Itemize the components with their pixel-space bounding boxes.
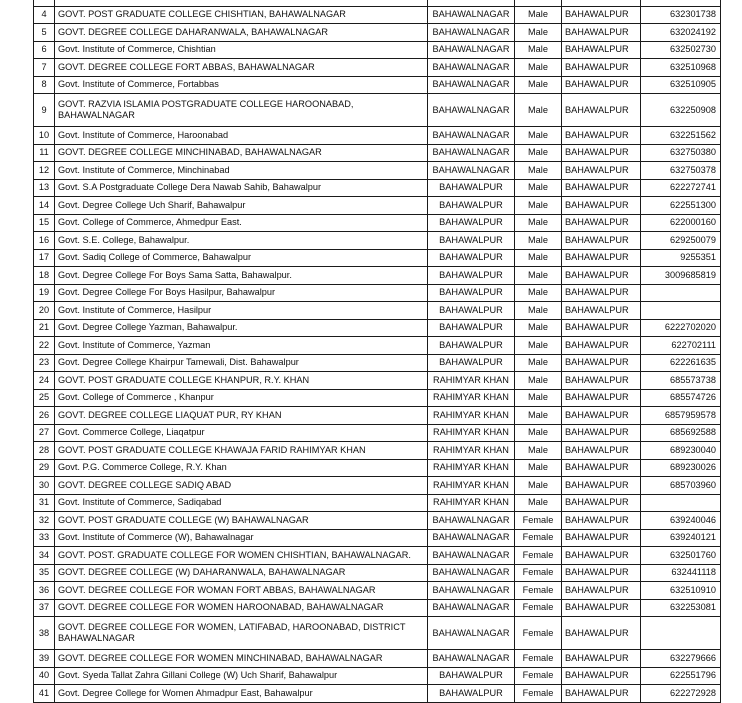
gender-cell: Female xyxy=(515,564,562,582)
gender-cell: Male xyxy=(515,232,562,250)
row-number-cell: 14 xyxy=(34,197,55,215)
row-number-cell: 15 xyxy=(34,214,55,232)
table-row xyxy=(34,667,721,685)
district-cell: BAHAWALPUR xyxy=(428,232,515,250)
district-cell: RAHIMYAR KHAN xyxy=(428,494,515,512)
gender-cell: Female xyxy=(515,529,562,547)
division-cell: BAHAWALPUR xyxy=(562,59,641,77)
row-number-cell: 22 xyxy=(34,337,55,355)
gender-cell: Male xyxy=(515,354,562,372)
phone-number-cell: 639240121 xyxy=(641,529,721,547)
college-name-cell: GOVT. POST. GRADUATE COLLEGE FOR WOMEN CHISHTIAN, BAHAWALNAGAR. xyxy=(55,547,428,565)
district-cell: BAHAWALPUR xyxy=(428,267,515,285)
district-cell: RAHIMYAR KHAN xyxy=(428,477,515,495)
row-number-cell: 19 xyxy=(34,284,55,302)
table-row xyxy=(34,494,721,512)
district-cell: RAHIMYAR KHAN xyxy=(428,407,515,425)
row-number-cell: 35 xyxy=(34,564,55,582)
district-cell: BAHAWALPUR xyxy=(428,249,515,267)
district-cell: BAHAWALPUR xyxy=(428,179,515,197)
phone-number-cell: 632501760 xyxy=(641,547,721,565)
table-row xyxy=(34,179,721,197)
row-number-cell: 31 xyxy=(34,494,55,512)
district-cell: BAHAWALNAGAR xyxy=(428,564,515,582)
phone-number-cell: 632441118 xyxy=(641,564,721,582)
division-cell: BAHAWALPUR xyxy=(562,564,641,582)
division-cell: BAHAWALPUR xyxy=(562,442,641,460)
district-cell: BAHAWALPUR xyxy=(428,685,515,703)
district-cell: BAHAWALPUR xyxy=(428,667,515,685)
phone-number-cell: 632750378 xyxy=(641,162,721,180)
district-cell: RAHIMYAR KHAN xyxy=(428,372,515,390)
division-cell: BAHAWALPUR xyxy=(562,162,641,180)
gender-cell: Female xyxy=(515,685,562,703)
gender-cell: Male xyxy=(515,249,562,267)
row-number-cell: 33 xyxy=(34,529,55,547)
gender-cell: Male xyxy=(515,127,562,145)
table-row xyxy=(34,442,721,460)
table-row xyxy=(34,582,721,600)
row-number-cell: 7 xyxy=(34,59,55,77)
division-cell: BAHAWALPUR xyxy=(562,650,641,668)
gender-cell: Female xyxy=(515,617,562,650)
table-row xyxy=(34,512,721,530)
row-number-cell: 40 xyxy=(34,667,55,685)
division-cell: BAHAWALPUR xyxy=(562,547,641,565)
district-cell: BAHAWALNAGAR xyxy=(428,59,515,77)
phone-number-cell: 3009685819 xyxy=(641,267,721,285)
phone-number-cell: 622000160 xyxy=(641,214,721,232)
row-number-cell: 30 xyxy=(34,477,55,495)
gender-cell: Male xyxy=(515,41,562,59)
district-cell: BAHAWALNAGAR xyxy=(428,76,515,94)
division-cell: BAHAWALPUR xyxy=(562,284,641,302)
college-name-cell: GOVT. POST GRADUATE COLLEGE CHISHTIAN, BAHAWALNAGAR xyxy=(55,6,428,24)
row-number-cell: 11 xyxy=(34,144,55,162)
division-cell: BAHAWALPUR xyxy=(562,354,641,372)
row-number-cell: 26 xyxy=(34,407,55,425)
college-name-cell: Govt. Institute of Commerce, Haroonabad xyxy=(55,127,428,145)
gender-cell: Male xyxy=(515,319,562,337)
division-cell: BAHAWALPUR xyxy=(562,494,641,512)
division-cell: BAHAWALPUR xyxy=(562,459,641,477)
phone-number-cell: 622272741 xyxy=(641,179,721,197)
college-name-cell: GOVT. RAZVIA ISLAMIA POSTGRADUATE COLLEGE HAROONABAD, BAHAWALNAGAR xyxy=(55,94,428,127)
district-cell: BAHAWALNAGAR xyxy=(428,547,515,565)
table-row xyxy=(34,564,721,582)
phone-number-cell: 632301738 xyxy=(641,6,721,24)
college-name-cell: Govt. S.A Postgraduate College Dera Nawab Sahib, Bahawalpur xyxy=(55,179,428,197)
table-row xyxy=(34,267,721,285)
gender-cell: Male xyxy=(515,284,562,302)
row-number-cell: 25 xyxy=(34,389,55,407)
gender-cell: Male xyxy=(515,144,562,162)
gender-cell: Male xyxy=(515,214,562,232)
phone-number-cell: 689230026 xyxy=(641,459,721,477)
college-name-cell: Govt. College of Commerce, Ahmedpur East. xyxy=(55,214,428,232)
division-cell: BAHAWALPUR xyxy=(562,319,641,337)
college-name-cell: Govt. Degree College Khairpur Tamewali, Dist. Bahawalpur xyxy=(55,354,428,372)
college-name-cell: Govt. Institute of Commerce, Sadiqabad xyxy=(55,494,428,512)
table-row xyxy=(34,599,721,617)
phone-number-cell xyxy=(641,302,721,320)
gender-cell: Male xyxy=(515,197,562,215)
table-row xyxy=(34,94,721,127)
row-number-cell: 39 xyxy=(34,650,55,668)
division-cell: BAHAWALPUR xyxy=(562,267,641,285)
row-number-cell: 13 xyxy=(34,179,55,197)
phone-number-cell: 689230040 xyxy=(641,442,721,460)
row-number-cell: 17 xyxy=(34,249,55,267)
district-cell: RAHIMYAR KHAN xyxy=(428,442,515,460)
gender-cell: Male xyxy=(515,407,562,425)
division-cell: BAHAWALPUR xyxy=(562,529,641,547)
district-cell: BAHAWALNAGAR xyxy=(428,162,515,180)
college-name-cell: Govt. Degree College Uch Sharif, Bahawalpur xyxy=(55,197,428,215)
phone-number-cell: 632251562 xyxy=(641,127,721,145)
college-name-cell: GOVT. POST GRADUATE COLLEGE KHAWAJA FARID RAHIMYAR KHAN xyxy=(55,442,428,460)
gender-cell: Male xyxy=(515,179,562,197)
table-row xyxy=(34,144,721,162)
college-name-cell: Govt. Institute of Commerce, Minchinabad xyxy=(55,162,428,180)
row-number-cell: 12 xyxy=(34,162,55,180)
college-name-cell: Govt. College of Commerce , Khanpur xyxy=(55,389,428,407)
college-name-cell: GOVT. DEGREE COLLEGE FOR WOMEN MINCHINABAD, BAHAWALNAGAR xyxy=(55,650,428,668)
college-name-cell: Govt. Institute of Commerce, Chishtian xyxy=(55,41,428,59)
row-number-cell: 28 xyxy=(34,442,55,460)
table-row xyxy=(34,249,721,267)
row-number-cell: 23 xyxy=(34,354,55,372)
phone-number-cell xyxy=(641,617,721,650)
phone-number-cell: 685573738 xyxy=(641,372,721,390)
division-cell: BAHAWALPUR xyxy=(562,667,641,685)
division-cell: BAHAWALPUR xyxy=(562,144,641,162)
phone-number-cell: 632510910 xyxy=(641,582,721,600)
row-number-cell: 34 xyxy=(34,547,55,565)
row-number-cell: 27 xyxy=(34,424,55,442)
gender-cell: Male xyxy=(515,477,562,495)
district-cell: BAHAWALPUR xyxy=(428,214,515,232)
row-number-cell: 20 xyxy=(34,302,55,320)
table-body xyxy=(34,0,721,702)
district-cell: BAHAWALNAGAR xyxy=(428,144,515,162)
table-row xyxy=(34,459,721,477)
district-cell: BAHAWALPUR xyxy=(428,319,515,337)
district-cell: BAHAWALPUR xyxy=(428,284,515,302)
table-row xyxy=(34,76,721,94)
phone-number-cell: 9255351 xyxy=(641,249,721,267)
division-cell: BAHAWALPUR xyxy=(562,337,641,355)
table-row xyxy=(34,529,721,547)
district-cell: BAHAWALNAGAR xyxy=(428,94,515,127)
phone-number-cell: 632279666 xyxy=(641,650,721,668)
division-cell: BAHAWALPUR xyxy=(562,617,641,650)
division-cell: BAHAWALPUR xyxy=(562,6,641,24)
table-row xyxy=(34,232,721,250)
table-row xyxy=(34,127,721,145)
college-name-cell: Govt. P.G. Commerce College, R.Y. Khan xyxy=(55,459,428,477)
division-cell: BAHAWALPUR xyxy=(562,76,641,94)
district-cell: BAHAWALNAGAR xyxy=(428,650,515,668)
division-cell: BAHAWALPUR xyxy=(562,249,641,267)
district-cell: BAHAWALPUR xyxy=(428,354,515,372)
table-row xyxy=(34,617,721,650)
row-number-cell: 5 xyxy=(34,24,55,42)
phone-number-cell: 685703960 xyxy=(641,477,721,495)
row-number-cell: 38 xyxy=(34,617,55,650)
table-row xyxy=(34,162,721,180)
college-name-cell: Govt. Institute of Commerce, Yazman xyxy=(55,337,428,355)
gender-cell: Male xyxy=(515,267,562,285)
district-cell: BAHAWALPUR xyxy=(428,302,515,320)
phone-number-cell: 632510905 xyxy=(641,76,721,94)
table-row xyxy=(34,284,721,302)
gender-cell: Female xyxy=(515,512,562,530)
gender-cell: Female xyxy=(515,547,562,565)
gender-cell: Male xyxy=(515,59,562,77)
college-name-cell: GOVT. DEGREE COLLEGE SADIQ ABAD xyxy=(55,477,428,495)
district-cell: BAHAWALNAGAR xyxy=(428,127,515,145)
college-name-cell: Govt. Degree College Yazman, Bahawalpur. xyxy=(55,319,428,337)
division-cell: BAHAWALPUR xyxy=(562,24,641,42)
table-row xyxy=(34,389,721,407)
phone-number-cell: 632750380 xyxy=(641,144,721,162)
gender-cell: Female xyxy=(515,599,562,617)
table-row xyxy=(34,337,721,355)
table-row xyxy=(34,477,721,495)
division-cell: BAHAWALPUR xyxy=(562,197,641,215)
gender-cell: Male xyxy=(515,494,562,512)
division-cell: BAHAWALPUR xyxy=(562,389,641,407)
division-cell: BAHAWALPUR xyxy=(562,477,641,495)
table-row xyxy=(34,41,721,59)
phone-number-cell xyxy=(641,494,721,512)
phone-number-cell: 622551796 xyxy=(641,667,721,685)
college-name-cell: GOVT. DEGREE COLLEGE FORT ABBAS, BAHAWALNAGAR xyxy=(55,59,428,77)
row-number-cell: 6 xyxy=(34,41,55,59)
district-cell: BAHAWALNAGAR xyxy=(428,41,515,59)
phone-number-cell: 632510968 xyxy=(641,59,721,77)
college-name-cell: GOVT. DEGREE COLLEGE MINCHINABAD, BAHAWALNAGAR xyxy=(55,144,428,162)
gender-cell: Male xyxy=(515,337,562,355)
college-name-cell: GOVT. DEGREE COLLEGE LIAQUAT PUR, RY KHAN xyxy=(55,407,428,425)
phone-number-cell: 632250908 xyxy=(641,94,721,127)
gender-cell: Male xyxy=(515,424,562,442)
phone-number-cell xyxy=(641,284,721,302)
division-cell: BAHAWALPUR xyxy=(562,685,641,703)
phone-number-cell: 622702111 xyxy=(641,337,721,355)
division-cell: BAHAWALPUR xyxy=(562,599,641,617)
row-number-cell: 18 xyxy=(34,267,55,285)
college-name-cell: Govt. Degree College For Boys Hasilpur, Bahawalpur xyxy=(55,284,428,302)
division-cell: BAHAWALPUR xyxy=(562,424,641,442)
division-cell: BAHAWALPUR xyxy=(562,512,641,530)
gender-cell: Male xyxy=(515,442,562,460)
gender-cell: Male xyxy=(515,76,562,94)
district-cell: BAHAWALPUR xyxy=(428,197,515,215)
row-number-cell: 10 xyxy=(34,127,55,145)
row-number-cell: 21 xyxy=(34,319,55,337)
phone-number-cell: 685574726 xyxy=(641,389,721,407)
gender-cell: Male xyxy=(515,6,562,24)
college-name-cell: Govt. Sadiq College of Commerce, Bahawalpur xyxy=(55,249,428,267)
gender-cell: Female xyxy=(515,650,562,668)
table-row xyxy=(34,685,721,703)
table-row xyxy=(34,354,721,372)
college-name-cell: GOVT. DEGREE COLLEGE FOR WOMEN HAROONABAD, BAHAWALNAGAR xyxy=(55,599,428,617)
district-cell: BAHAWALPUR xyxy=(428,337,515,355)
row-number-cell: 24 xyxy=(34,372,55,390)
college-name-cell: GOVT. DEGREE COLLEGE FOR WOMEN, LATIFABAD, HAROONABAD, DISTRICT BAHAWALNAGAR xyxy=(55,617,428,650)
gender-cell: Male xyxy=(515,372,562,390)
gender-cell: Female xyxy=(515,667,562,685)
college-name-cell: GOVT. DEGREE COLLEGE FOR WOMAN FORT ABBAS, BAHAWALNAGAR xyxy=(55,582,428,600)
table-row xyxy=(34,319,721,337)
gender-cell: Male xyxy=(515,302,562,320)
district-cell: RAHIMYAR KHAN xyxy=(428,389,515,407)
district-cell: BAHAWALNAGAR xyxy=(428,24,515,42)
college-name-cell: GOVT. DEGREE COLLEGE DAHARANWALA, BAHAWALNAGAR xyxy=(55,24,428,42)
table-row xyxy=(34,24,721,42)
college-name-cell: Govt. Degree College for Women Ahmadpur East, Bahawalpur xyxy=(55,685,428,703)
row-number-cell: 29 xyxy=(34,459,55,477)
division-cell: BAHAWALPUR xyxy=(562,407,641,425)
row-number-cell: 16 xyxy=(34,232,55,250)
division-cell: BAHAWALPUR xyxy=(562,214,641,232)
district-cell: BAHAWALNAGAR xyxy=(428,512,515,530)
district-cell: BAHAWALNAGAR xyxy=(428,529,515,547)
row-number-cell: 41 xyxy=(34,685,55,703)
college-name-cell: Govt. S.E. College, Bahawalpur. xyxy=(55,232,428,250)
row-number-cell: 37 xyxy=(34,599,55,617)
college-name-cell: Govt. Institute of Commerce, Fortabbas xyxy=(55,76,428,94)
college-name-cell: Govt. Institute of Commerce, Hasilpur xyxy=(55,302,428,320)
row-number-cell: 8 xyxy=(34,76,55,94)
division-cell: BAHAWALPUR xyxy=(562,94,641,127)
phone-number-cell: 632024192 xyxy=(641,24,721,42)
college-name-cell: Govt. Institute of Commerce (W), Bahawalnagar xyxy=(55,529,428,547)
division-cell: BAHAWALPUR xyxy=(562,302,641,320)
district-cell: BAHAWALNAGAR xyxy=(428,582,515,600)
phone-number-cell: 6857959578 xyxy=(641,407,721,425)
division-cell: BAHAWALPUR xyxy=(562,179,641,197)
table-row xyxy=(34,197,721,215)
district-cell: BAHAWALNAGAR xyxy=(428,599,515,617)
phone-number-cell: 632253081 xyxy=(641,599,721,617)
table-row xyxy=(34,407,721,425)
row-number-cell: 4 xyxy=(34,6,55,24)
table-row xyxy=(34,547,721,565)
division-cell: BAHAWALPUR xyxy=(562,372,641,390)
college-name-cell: GOVT. POST GRADUATE COLLEGE KHANPUR, R.Y. KHAN xyxy=(55,372,428,390)
table-row xyxy=(34,214,721,232)
college-name-cell: GOVT. DEGREE COLLEGE (W) DAHARANWALA, BAHAWALNAGAR xyxy=(55,564,428,582)
gender-cell: Male xyxy=(515,389,562,407)
phone-number-cell: 632502730 xyxy=(641,41,721,59)
phone-number-cell: 622261635 xyxy=(641,354,721,372)
district-cell: RAHIMYAR KHAN xyxy=(428,459,515,477)
table-row xyxy=(34,302,721,320)
row-number-cell: 32 xyxy=(34,512,55,530)
row-number-cell: 9 xyxy=(34,94,55,127)
gender-cell: Female xyxy=(515,582,562,600)
college-name-cell: Govt. Syeda Tallat Zahra Gillani College (W) Uch Sharif, Bahawalpur xyxy=(55,667,428,685)
gender-cell: Male xyxy=(515,24,562,42)
phone-number-cell: 622551300 xyxy=(641,197,721,215)
college-name-cell: Govt. Commerce College, Liaqatpur xyxy=(55,424,428,442)
table-row xyxy=(34,424,721,442)
division-cell: BAHAWALPUR xyxy=(562,41,641,59)
division-cell: BAHAWALPUR xyxy=(562,232,641,250)
gender-cell: Male xyxy=(515,459,562,477)
phone-number-cell: 639240046 xyxy=(641,512,721,530)
division-cell: BAHAWALPUR xyxy=(562,127,641,145)
phone-number-cell: 629250079 xyxy=(641,232,721,250)
district-cell: RAHIMYAR KHAN xyxy=(428,424,515,442)
table-row xyxy=(34,372,721,390)
phone-number-cell: 622272928 xyxy=(641,685,721,703)
college-name-cell: Govt. Degree College For Boys Sama Satta, Bahawalpur. xyxy=(55,267,428,285)
table-row xyxy=(34,6,721,24)
row-number-cell: 36 xyxy=(34,582,55,600)
district-cell: BAHAWALNAGAR xyxy=(428,617,515,650)
college-name-cell: GOVT. POST GRADUATE COLLEGE (W) BAHAWALNAGAR xyxy=(55,512,428,530)
college-table xyxy=(33,0,721,703)
district-cell: BAHAWALNAGAR xyxy=(428,6,515,24)
table-row xyxy=(34,650,721,668)
table-row xyxy=(34,59,721,77)
phone-number-cell: 6222702020 xyxy=(641,319,721,337)
gender-cell: Male xyxy=(515,94,562,127)
phone-number-cell: 685692588 xyxy=(641,424,721,442)
gender-cell: Male xyxy=(515,162,562,180)
division-cell: BAHAWALPUR xyxy=(562,582,641,600)
